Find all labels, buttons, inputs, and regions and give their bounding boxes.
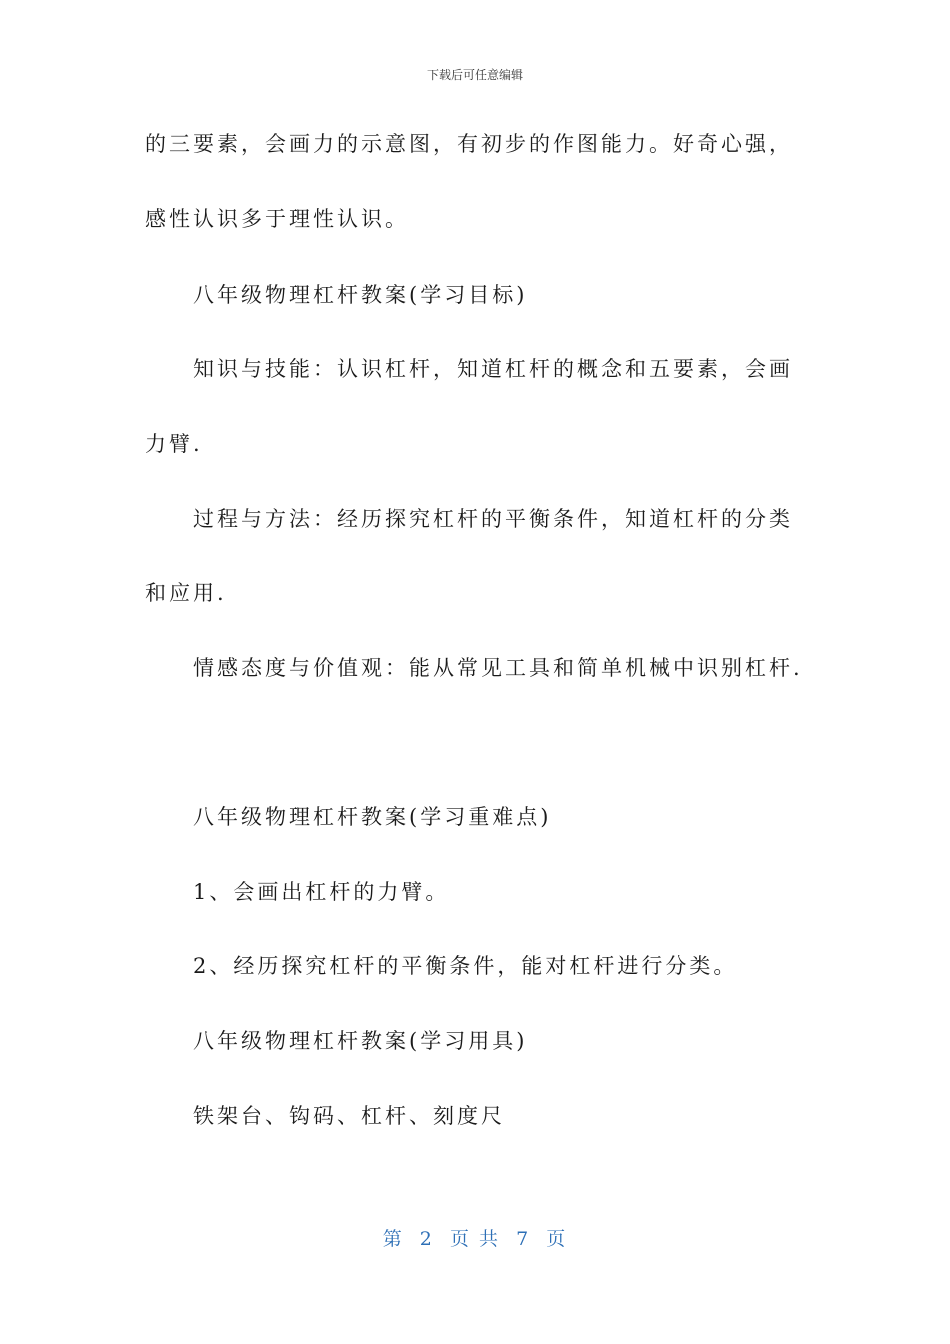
page-number: 第 2 页 共 7 页 — [382, 1228, 568, 1250]
body-line: 和应用. — [145, 581, 227, 605]
body-line: 铁架台、钩码、杠杆、刻度尺 — [193, 1104, 505, 1128]
list-item: 2、经历探究杠杆的平衡条件，能对杠杆进行分类。 — [193, 954, 738, 978]
body-line: 感性认识多于理性认识。 — [145, 207, 409, 231]
body-line: 知识与技能：认识杠杆，知道杠杆的概念和五要素，会画 — [193, 357, 793, 381]
section-heading: 八年级物理杠杆教案(学习重难点) — [193, 805, 552, 829]
body-line: 的三要素，会画力的示意图，有初步的作图能力。好奇心强， — [145, 132, 793, 156]
body-line: 过程与方法：经历探究杠杆的平衡条件，知道杠杆的分类 — [193, 507, 793, 531]
body-line: 情感态度与价值观：能从常见工具和简单机械中识别杠杆. — [193, 656, 803, 680]
section-heading: 八年级物理杠杆教案(学习用具) — [193, 1029, 528, 1053]
section-heading: 八年级物理杠杆教案(学习目标) — [193, 283, 528, 307]
body-line: 力臂. — [145, 432, 203, 456]
list-item: 1、会画出杠杆的力臂。 — [193, 880, 450, 904]
header-note: 下载后可任意编辑 — [426, 68, 523, 82]
